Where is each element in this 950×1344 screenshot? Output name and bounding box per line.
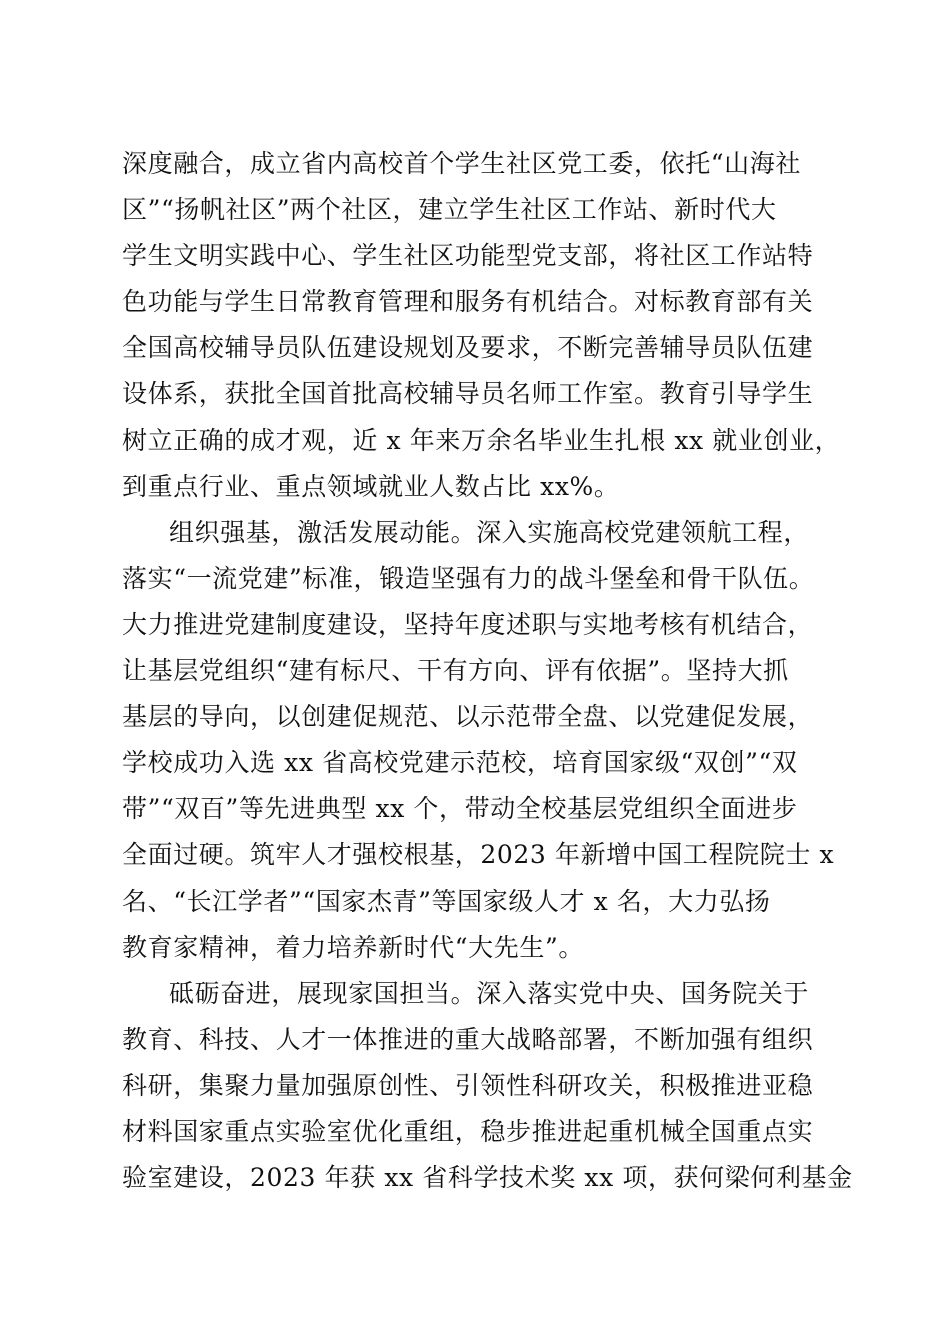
text-line: 名、“长江学者”“国家杰青”等国家级人才 x 名，大力弘扬 — [122, 886, 771, 916]
text-line: 全面过硬。筑牢人才强校根基，2023 年新增中国工程院院士 x — [122, 840, 835, 870]
text-line: 树立正确的成才观，近 x 年来万余名毕业生扎根 xx 就业创业， — [122, 425, 841, 455]
text-line: 带”“双百”等先进典型 xx 个，带动全校基层党组织全面进步 — [122, 794, 798, 824]
text-line: 深度融合，成立省内高校首个学生社区党工委，依托“山海社 — [122, 149, 801, 178]
text-line: 落实“一流党建”标准，锻造坚强有力的战斗堡垒和骨干队伍。 — [122, 563, 815, 593]
text-line: 教育家精神，着力培养新时代“大先生”。 — [122, 932, 584, 962]
text-line: 学校成功入选 xx 省高校党建示范校，培育国家级“双创”“双 — [122, 748, 798, 778]
text-line: 色功能与学生日常教育管理和服务有机结合。对标教育部有关 — [122, 287, 814, 317]
paragraph-heading-line: 组织强基，激活发展动能。深入实施高校党建领航工程， — [169, 517, 810, 547]
text-line: 设体系，获批全国首批高校辅导员名师工作室。教育引导学生 — [122, 379, 814, 409]
text-line: 基层的导向，以创建促规范、以示范带全盘、以党建促发展， — [122, 702, 814, 732]
text-line: 材料国家重点实验室优化重组，稳步推进起重机械全国重点实 — [122, 1116, 814, 1146]
text-line: 科研，集聚力量加强原创性、引领性科研攻关，积极推进亚稳 — [122, 1070, 814, 1100]
text-line: 学生文明实践中心、学生社区功能型党支部，将社区工作站特 — [122, 241, 814, 271]
text-line: 教育、科技、人才一体推进的重大战略部署，不断加强有组织 — [122, 1024, 814, 1054]
text-line: 全国高校辅导员队伍建设规划及要求，不断完善辅导员队伍建 — [122, 333, 814, 363]
text-line: 验室建设，2023 年获 xx 省科学技术奖 xx 项，获何梁何利基金 — [122, 1163, 853, 1193]
body-text — [122, 141, 853, 1201]
paragraph-heading-line: 砥砺奋进，展现家国担当。深入落实党中央、国务院关于 — [169, 978, 810, 1008]
text-line: 大力推进党建制度建设，坚持年度述职与实地考核有机结合， — [122, 609, 814, 639]
text-line: 到重点行业、重点领域就业人数占比 xx%。 — [122, 471, 620, 501]
text-line: 让基层党组织“建有标尺、干有方向、评有依据”。坚持大抓 — [122, 656, 789, 686]
text-line: 区”“扬帆社区”两个社区，建立学生社区工作站、新时代大 — [122, 195, 777, 225]
